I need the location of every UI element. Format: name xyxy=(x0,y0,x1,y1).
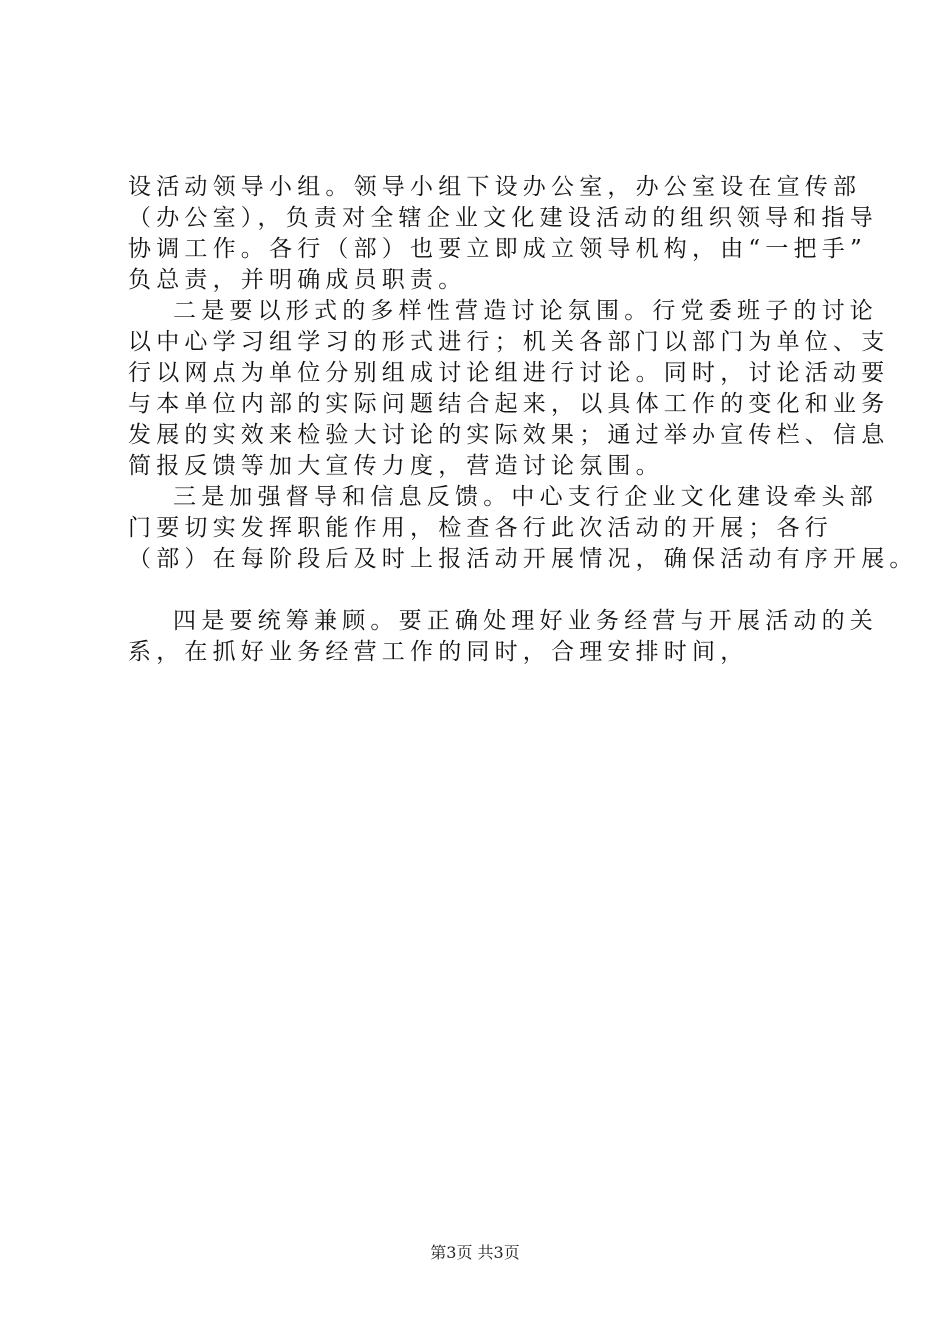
text-line: 门要切实发挥职能作用，检查各行此次活动的开展；各行 xyxy=(128,515,833,541)
paragraph-start-line: 二是要以形式的多样性营造讨论氛围。行党委班子的讨论 xyxy=(173,298,878,324)
text-line: 协调工作。各行（部）也要立即成立领导机构，由“一把手” xyxy=(128,236,867,262)
text-line: 系，在抓好业务经营工作的同时，合理安排时间， xyxy=(128,639,749,665)
document-body xyxy=(128,172,918,668)
text-line: 以中心学习组学习的形式进行；机关各部门以部门为单位、支 xyxy=(128,329,890,355)
paragraph-start-line: 四是要统筹兼顾。要正确处理好业务经营与开展活动的关 xyxy=(173,608,878,634)
text-line: 行以网点为单位分别组成讨论组进行讨论。同时，讨论活动要 xyxy=(128,360,890,386)
page-number-footer: 第3页 共3页 xyxy=(430,1243,520,1262)
text-line: （办公室），负责对全辖企业文化建设活动的组织领导和指导 xyxy=(128,205,878,231)
text-line: 负总责，并明确成员职责。 xyxy=(128,267,467,293)
text-line: 设活动领导小组。领导小组下设办公室，办公室设在宣传部 xyxy=(128,174,862,200)
text-line: 简报反馈等加大宣传力度，营造讨论氛围。 xyxy=(128,453,664,479)
paragraph-gap xyxy=(128,575,848,606)
text-line: 发展的实效来检验大讨论的实际效果；通过举办宣传栏、信息 xyxy=(128,422,890,448)
paragraph-start-line: 三是加强督导和信息反馈。中心支行企业文化建设牵头部 xyxy=(173,484,878,510)
text-line: 与本单位内部的实际问题结合起来，以具体工作的变化和业务 xyxy=(128,391,890,417)
text-line: （部）在每阶段后及时上报活动开展情况，确保活动有序开展。 xyxy=(128,546,918,572)
